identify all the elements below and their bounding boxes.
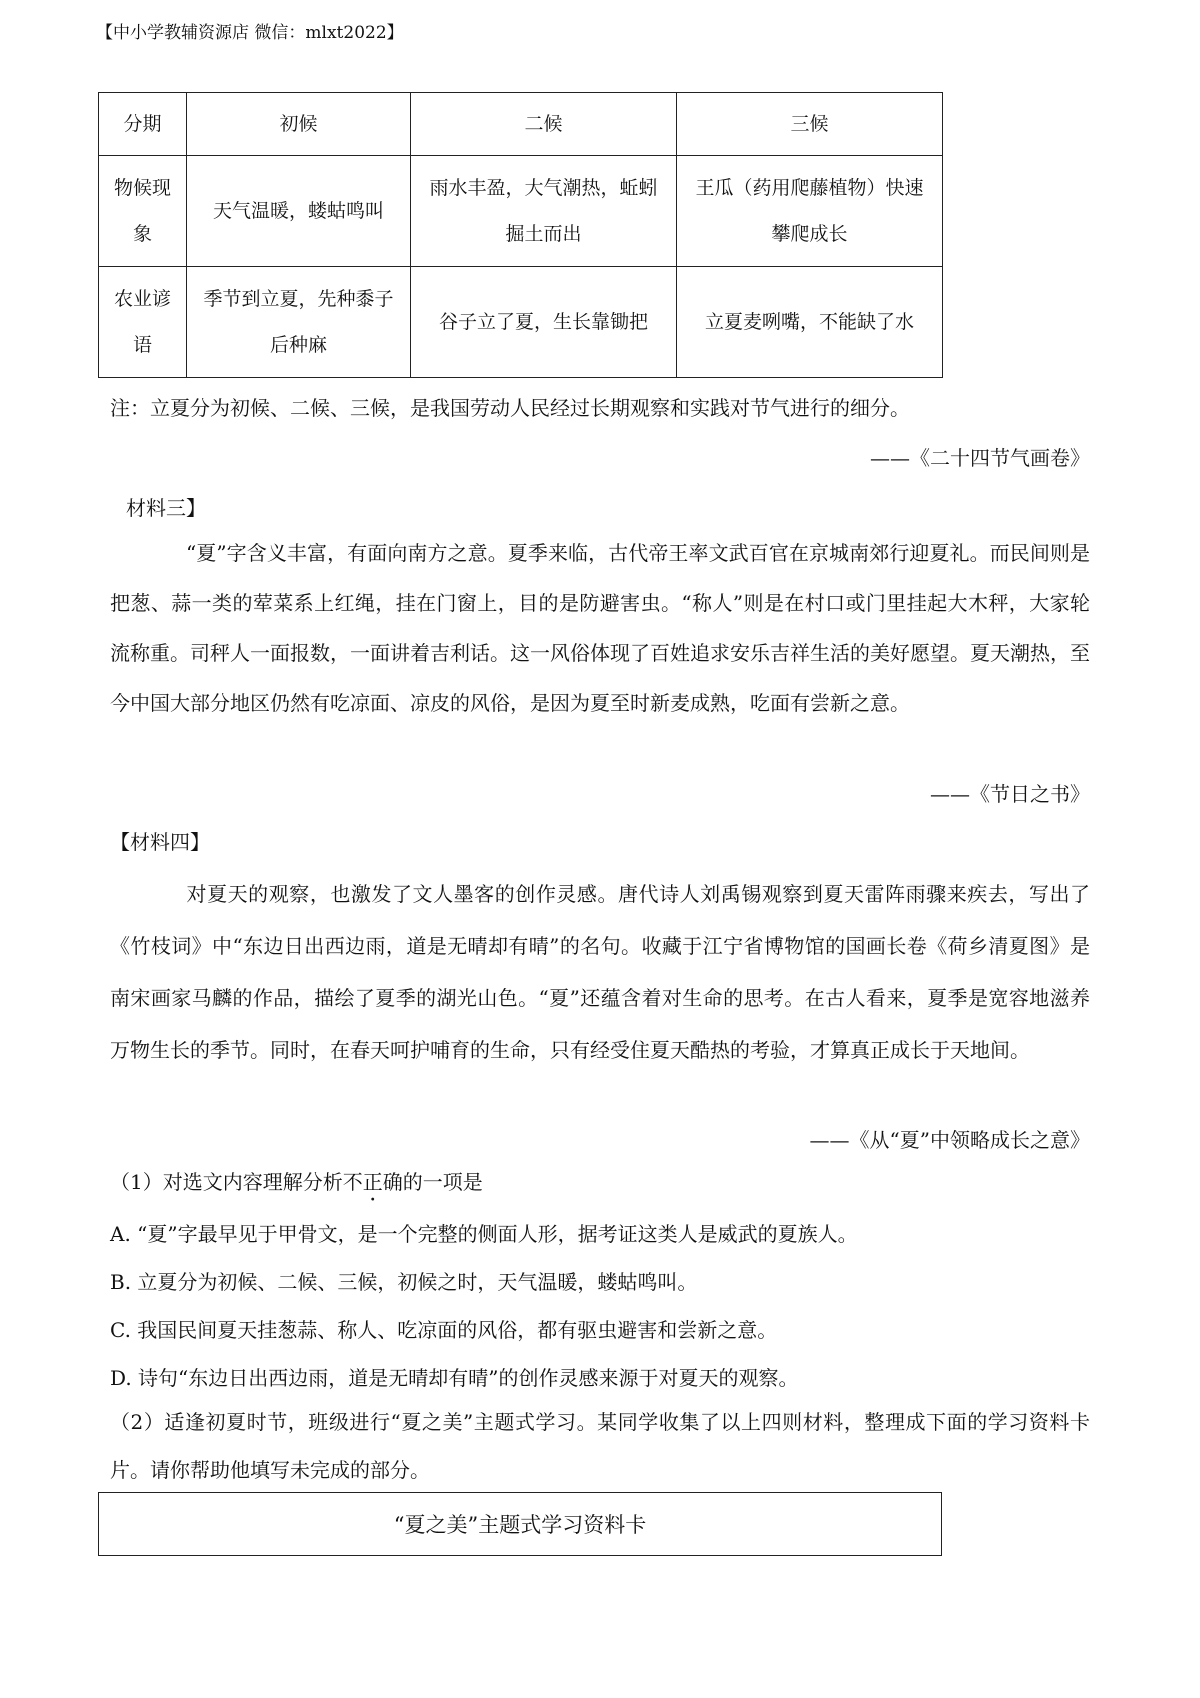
material4-text: 对夏天的观察，也激发了文人墨客的创作灵感。唐代诗人刘禹锡观察到夏天雷阵雨骤来疾去，写出了《竹枝词》中“东边日出西边雨，道是无晴却有晴”的名句。收藏于江宁省博物馆的国画长卷《荷乡清夏图》是南宋画家马麟的作品，描绘了夏季的湖光山色。“夏”还蕴含着对生命的思考。在古人看来，夏季是宽容地滋养万物生长的季节。同时，在春天呵护哺育的生命，只有经受住夏天酷热的考验，才算真正成长于天地间。 [110, 882, 1090, 1062]
question-1-prefix: （1）对选文内容理解分析 [110, 1170, 343, 1194]
option-a: A. “夏”字最早见于甲骨文，是一个完整的侧面人形，据考证这类人是威武的夏族人。 [110, 1222, 858, 1246]
table-cell: 谷子立了夏，生长靠锄把 [411, 267, 677, 378]
row-label: 农业谚语 [99, 267, 187, 378]
phenology-table [98, 92, 943, 378]
study-card [98, 1492, 942, 1556]
table-header-cell: 分期 [99, 93, 187, 156]
table-header-cell: 初候 [187, 93, 411, 156]
row-label: 物候现象 [99, 156, 187, 267]
table-cell: 季节到立夏，先种黍子后种麻 [187, 267, 411, 378]
option-c: C. 我国民间夏天挂葱蒜、称人、吃凉面的风俗，都有驱虫避害和尝新之意。 [110, 1318, 778, 1342]
table-cell: 雨水丰盈，大气潮热，蚯蚓掘土而出 [411, 156, 677, 267]
table-header-row [99, 93, 943, 156]
material3-text: “夏”字含义丰富，有面向南方之意。夏季来临，古代帝王率文武百官在京城南郊行迎夏礼。而民间则是把葱、蒜一类的荤菜系上红绳，挂在门窗上，目的是防避害虫。“称人”则是在村口或门里挂起大木秤，大家轮流称重。司秤人一面报数，一面讲着吉利话。这一风俗体现了百姓追求安乐吉祥生活的美好愿望。夏天潮热，至今中国大部分地区仍然有吃凉面、凉皮的风俗，是因为夏至时新麦成熟，吃面有尝新之意。 [110, 541, 1090, 715]
source-citation: ——《节日之书》 [930, 782, 1090, 806]
material4-body [110, 868, 1090, 1076]
table-row [99, 156, 943, 267]
question-1-emphasis: 不正确 [342, 1170, 403, 1194]
material3-heading: 材料三】 [126, 496, 206, 520]
table-header-cell: 二候 [411, 93, 677, 156]
option-d: D. 诗句“东边日出西边雨，道是无晴却有晴”的创作灵感来源于对夏天的观察。 [110, 1366, 799, 1390]
header-note: 【中小学教辅资源店 微信：mlxt2022】 [96, 23, 404, 43]
material3-body [110, 528, 1090, 728]
study-card-title: “夏之美”主题式学习资料卡 [393, 1513, 647, 1537]
table-header-cell: 三候 [677, 93, 943, 156]
table-row [99, 267, 943, 378]
material4-heading: 【材料四】 [110, 830, 210, 854]
table-cell: 立夏麦咧嘴，不能缺了水 [677, 267, 943, 378]
table-note: 注：立夏分为初候、二候、三候，是我国劳动人民经过长期观察和实践对节气进行的细分。 [110, 396, 910, 420]
question-1-suffix: 的一项是 [402, 1170, 483, 1194]
option-b: B. 立夏分为初候、二候、三候，初候之时，天气温暖，蝼蛄鸣叫。 [110, 1270, 698, 1294]
source-citation: ——《二十四节气画卷》 [870, 446, 1090, 470]
table-cell: 王瓜（药用爬藤植物）快速攀爬成长 [677, 156, 943, 267]
source-citation: ——《从“夏”中领略成长之意》 [809, 1128, 1090, 1152]
question-1 [110, 1166, 483, 1195]
question-2: （2）适逢初夏时节，班级进行“夏之美”主题式学习。某同学收集了以上四则材料，整理成下面的学习资料卡片。请你帮助他填写未完成的部分。 [110, 1410, 1090, 1482]
table-cell: 天气温暖，蝼蛄鸣叫 [187, 156, 411, 267]
